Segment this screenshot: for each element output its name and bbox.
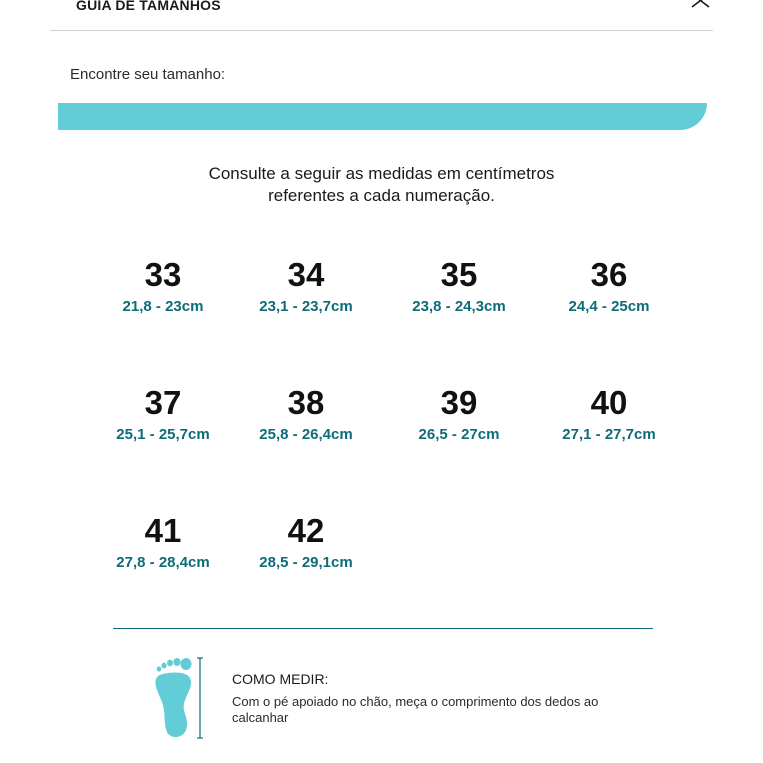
accent-bar xyxy=(58,103,707,130)
size-range: 25,8 - 26,4cm xyxy=(259,426,353,443)
size-number: 34 xyxy=(287,256,325,293)
size-number: 35 xyxy=(440,256,478,293)
find-size-label: Encontre seu tamanho: xyxy=(70,66,226,83)
intro-text xyxy=(0,163,763,207)
section-divider xyxy=(113,628,653,629)
size-item xyxy=(384,384,534,443)
size-number: 42 xyxy=(287,512,325,549)
size-item xyxy=(534,256,684,315)
size-number: 38 xyxy=(287,384,325,421)
size-item xyxy=(88,384,238,443)
size-range: 25,1 - 25,7cm xyxy=(116,426,210,443)
foot-measure-figure xyxy=(146,656,206,740)
size-item xyxy=(231,512,381,571)
size-item xyxy=(88,256,238,315)
size-number: 37 xyxy=(144,384,182,421)
header-divider xyxy=(50,30,713,31)
size-range: 27,1 - 27,7cm xyxy=(562,426,656,443)
size-range: 27,8 - 28,4cm xyxy=(116,554,210,571)
size-number: 41 xyxy=(144,512,182,549)
modal-title: GUIA DE TAMANHOS xyxy=(76,0,221,13)
size-range: 26,5 - 27cm xyxy=(418,426,500,443)
size-number: 33 xyxy=(144,256,182,293)
size-number: 36 xyxy=(590,256,628,293)
size-range: 23,8 - 24,3cm xyxy=(412,298,506,315)
size-item xyxy=(231,256,381,315)
close-button[interactable] xyxy=(688,0,714,12)
foot-measure-icon xyxy=(146,656,206,740)
size-item xyxy=(384,256,534,315)
how-to-measure-text: Com o pé apoiado no chão, meça o comprimento dos dedos ao calcanhar xyxy=(232,694,599,725)
intro-line-1: Consulte a seguir as medidas em centímetros xyxy=(208,164,555,183)
close-icon xyxy=(688,0,714,12)
size-item xyxy=(88,512,238,571)
size-range: 21,8 - 23cm xyxy=(122,298,204,315)
how-to-measure-title: COMO MEDIR: xyxy=(232,671,329,687)
size-item xyxy=(534,384,684,443)
size-number: 39 xyxy=(440,384,478,421)
size-item xyxy=(231,384,381,443)
intro-line-2: referentes a cada numeração. xyxy=(268,186,495,205)
size-range: 24,4 - 25cm xyxy=(568,298,650,315)
size-number: 40 xyxy=(590,384,628,421)
size-range: 23,1 - 23,7cm xyxy=(259,298,353,315)
size-range: 28,5 - 29,1cm xyxy=(259,554,353,571)
